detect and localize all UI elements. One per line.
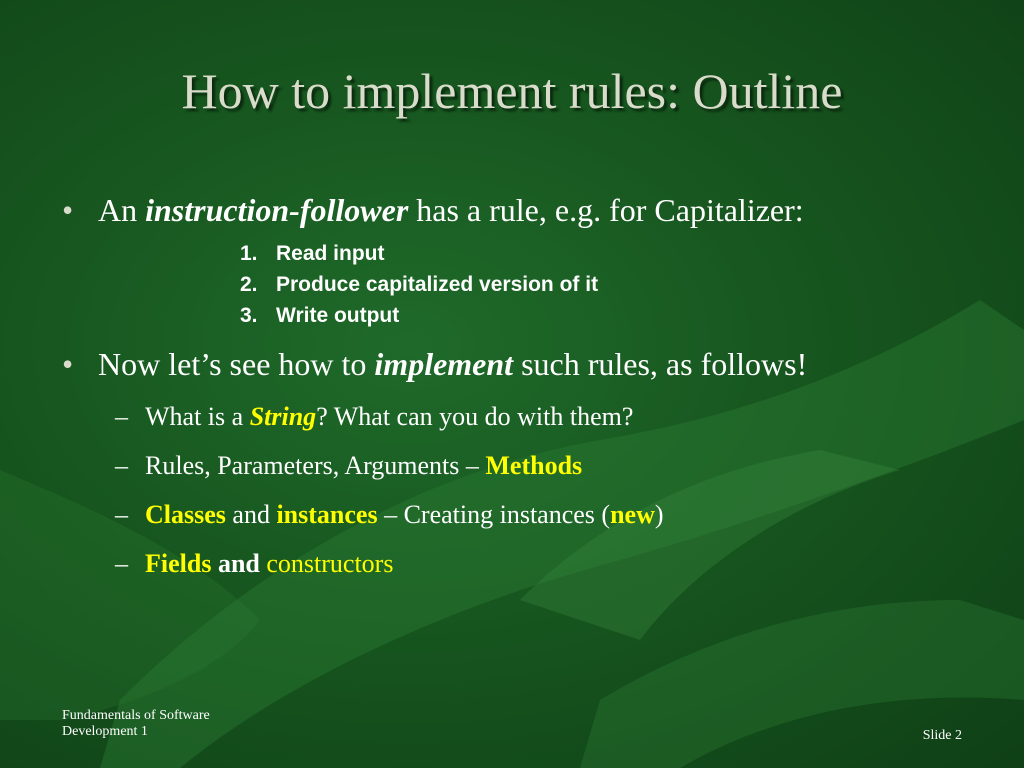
subbullet-fields [115, 549, 393, 579]
bullet-text-pre: Now let’s see how to [98, 346, 375, 382]
subbullet-classes [115, 500, 664, 530]
step-text: Read input [276, 242, 385, 265]
bullet-text-post: has a rule, e.g. for Capitalizer: [408, 192, 804, 228]
dash-marker: – [115, 549, 128, 578]
fields-keyword: Fields [145, 549, 212, 578]
step-number: 1. [240, 242, 258, 265]
subbullet-text: Rules, Parameters, Arguments – [145, 451, 486, 480]
bullet-implement-rules [62, 346, 807, 383]
subbullet-methods [115, 451, 582, 481]
step-item [240, 242, 385, 266]
string-keyword: String [249, 402, 317, 431]
step-item [240, 273, 598, 297]
slide-number: Slide 2 [922, 728, 962, 743]
subbullet-text: and [211, 549, 267, 578]
dash-marker: – [115, 451, 128, 480]
bullet-marker: • [62, 346, 74, 382]
dash-marker: – [115, 500, 128, 529]
subbullet-text: – Creating instances ( [377, 500, 611, 529]
subbullet-text: ? What can you do with them? [316, 402, 634, 431]
bullet-text-post: such rules, as follows! [513, 346, 808, 382]
dash-marker: – [115, 402, 128, 431]
methods-keyword: Methods [485, 451, 583, 480]
footer-course [62, 708, 210, 740]
constructors-keyword: constructors [266, 549, 394, 578]
subbullet-text: and [225, 500, 277, 529]
slide-title: How to implement rules: Outline [181, 63, 843, 119]
instances-keyword: instances [276, 500, 378, 529]
subbullet-text: What is a [145, 402, 250, 431]
bullet-text-pre: An [98, 192, 146, 228]
bullet-emphasis: implement [374, 346, 514, 382]
bullet-emphasis: instruction-follower [145, 192, 409, 228]
new-keyword: new [610, 500, 655, 529]
step-text: Produce capitalized version of it [276, 273, 599, 296]
step-number: 2. [240, 273, 258, 296]
bullet-marker: • [62, 192, 74, 228]
footer-course-line: Development 1 [62, 724, 148, 739]
classes-keyword: Classes [145, 500, 226, 529]
step-number: 3. [240, 304, 258, 327]
step-text: Write output [276, 304, 400, 327]
bullet-instruction-follower [62, 192, 804, 229]
footer-course-line: Fundamentals of Software [62, 708, 210, 723]
step-item [240, 304, 399, 328]
subbullet-text: ) [654, 500, 664, 529]
subbullet-string [115, 402, 633, 432]
